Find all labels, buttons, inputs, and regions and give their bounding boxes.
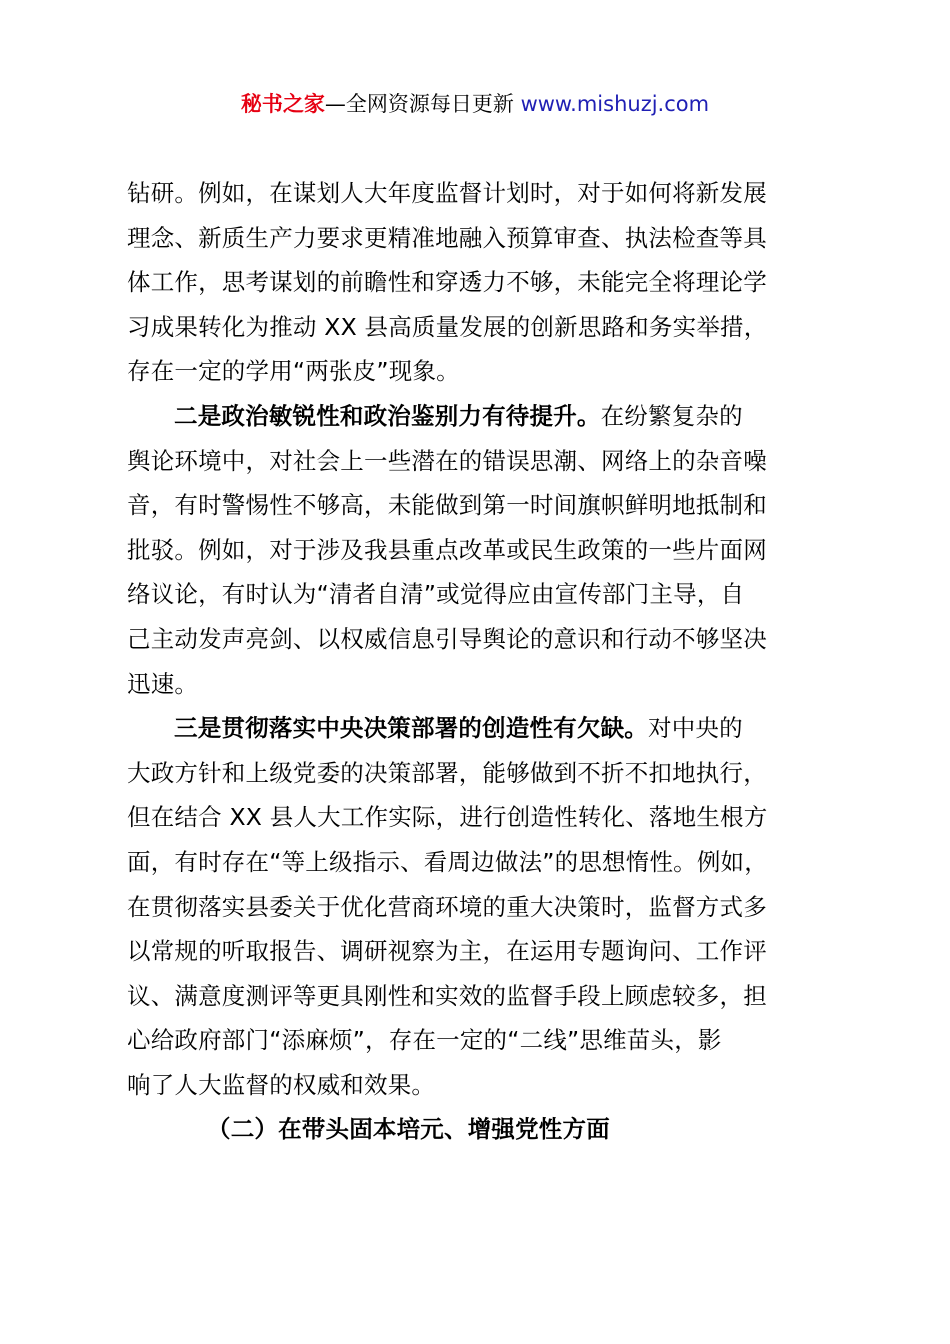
line-text: 大政方针和上级党委的决策部署，能够做到不折不扣地执行， [127,758,767,787]
line-text: 体工作，思考谋划的前瞻性和穿透力不够，未能完全将理论学 [127,268,767,297]
line-text: 理念、新质生产力要求更精准地融入预算审查、执法检查等具 [127,223,767,252]
line-text: 以常规的听取报告、调研视察为主，在运用专题询问、工作评 [127,937,767,966]
line-text: 在纷繁复杂的 [600,401,743,430]
site-url-link[interactable]: www.mishuzj.com [520,92,710,116]
point-heading-3: 三是贯彻落实中央决策部署的创造性有欠缺。 [174,714,648,743]
section-heading [127,1107,839,1152]
line-text: 络议论，有时认为“清者自清”或觉得应由宣传部门主导，自 [127,580,745,609]
paragraph-line [127,617,839,662]
document-body [127,171,839,1152]
line-text: 存在一定的学用“两张皮”现象。 [127,357,460,386]
line-text: 己主动发声亮剑、以权威信息引导舆论的意识和行动不够坚决 [127,624,767,653]
section-heading-text: （二）在带头固本培元、增强党性方面 [207,1115,610,1144]
paragraph-line [127,885,839,930]
paragraph-line [127,439,839,484]
line-text: 响了人大监督的权威和效果。 [127,1070,436,1099]
line-text: 议、满意度测评等更具刚性和实效的监督手段上顾虑较多，担 [127,981,767,1010]
brand-name: 秘书之家 [240,92,325,116]
paragraph-line [127,572,839,617]
line-text: 音，有时警惕性不够高，未能做到第一时间旗帜鲜明地抵制和 [127,491,767,520]
paragraph-line [127,795,839,840]
point-heading-2: 二是政治敏锐性和政治鉴别力有待提升。 [174,401,601,430]
paragraph-line [127,974,839,1019]
line-text: 对中央的 [648,714,743,743]
page-header [0,88,950,120]
paragraph-line [127,528,839,573]
header-tagline: —全网资源每日更新 [324,92,521,116]
line-text: 但在结合 XX 县人大工作实际，进行创造性转化、落地生根方 [127,803,768,832]
paragraph-line [127,216,839,261]
paragraph-line [127,305,839,350]
paragraph-line [127,1018,839,1063]
paragraph-line [127,260,839,305]
paragraph-line [127,751,839,796]
line-text: 在贯彻落实县委关于优化营商环境的重大决策时，监督方式多 [127,892,767,921]
line-text: 钻研。例如，在谋划人大年度监督计划时，对于如何将新发展 [127,179,767,207]
paragraph-start-line [127,394,839,439]
paragraph-line [127,349,839,394]
line-text: 迅速。 [127,669,199,698]
paragraph-start-line [127,706,839,751]
line-text: 舆论环境中，对社会上一些潜在的错误思潮、网络上的杂音噪 [127,446,767,475]
paragraph-line [127,1063,839,1108]
paragraph-line [127,929,839,974]
paragraph-line [127,171,839,216]
line-text: 习成果转化为推动 XX 县高质量发展的创新思路和务实举措， [127,312,768,341]
line-text: 面，有时存在“等上级指示、看周边做法”的思想惰性。例如， [127,847,768,876]
paragraph-line [127,483,839,528]
line-text: 心给政府部门“添麻烦”，存在一定的“二线”思维苗头，影 [127,1026,722,1055]
line-text: 批驳。例如，对于涉及我县重点改革或民生政策的一些片面网 [127,535,767,564]
paragraph-line [127,840,839,885]
paragraph-line [127,662,839,707]
